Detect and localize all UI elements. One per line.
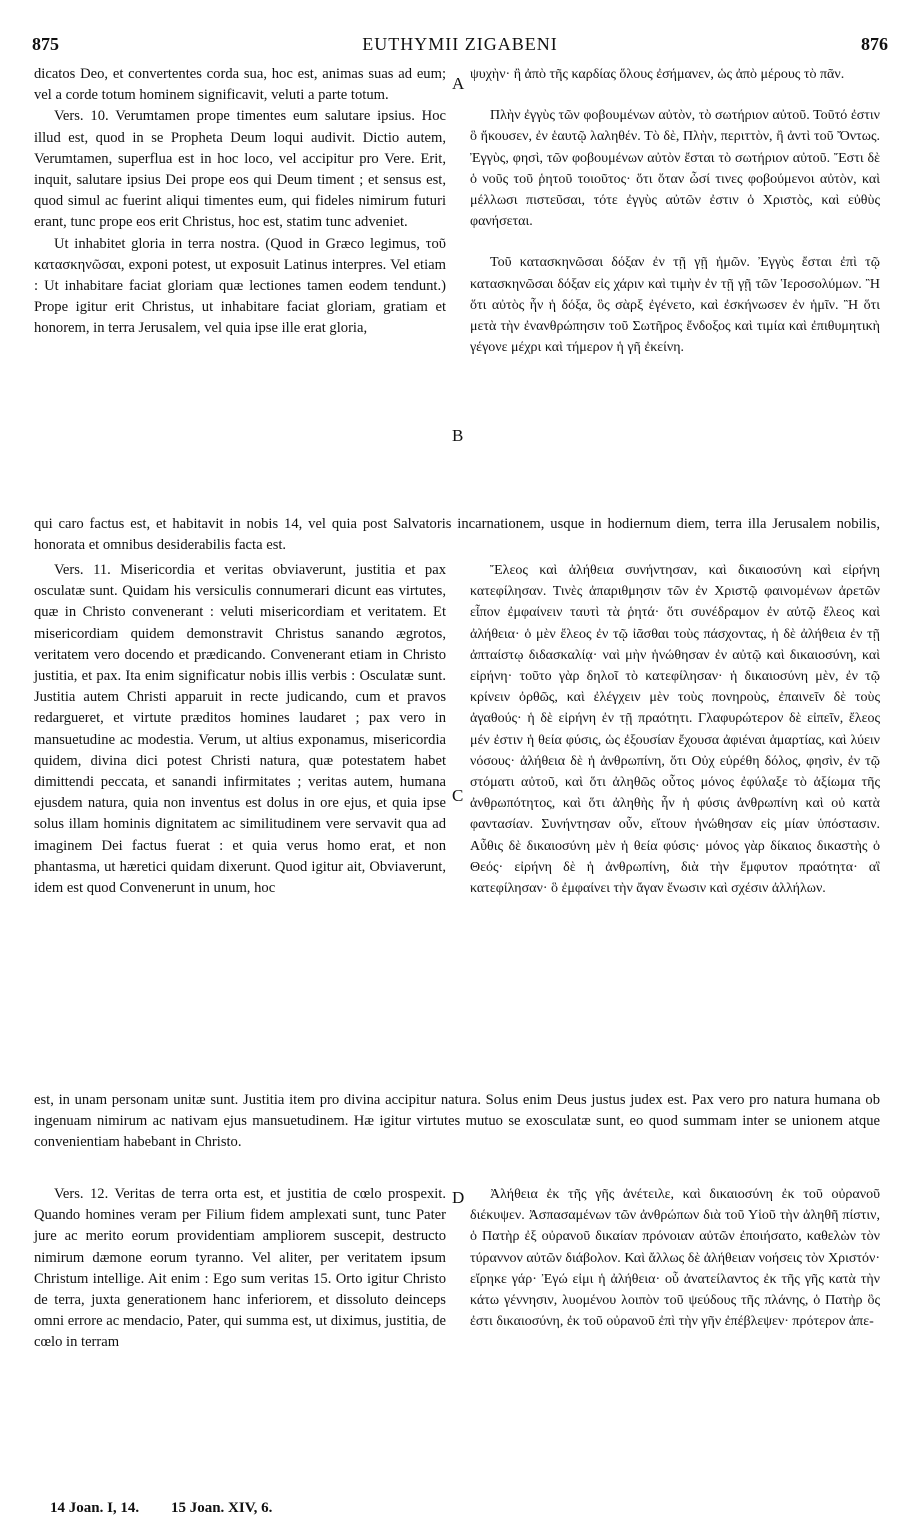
greek-column-2 — [470, 560, 880, 899]
full-width-span-2: est, in unam personam unitæ sunt. Justitia item pro divina accipitur natura. Solus enim Deus justus judex est. Pax vero pro natura humana ob ingenuam nimirum ac nativam ejus mansuetudinem. Hæ igitur virtutes mutuo se exosculatæ sunt, eo quod summam inter se unionem atque convenientiam habebant in Christo. — [34, 1092, 880, 1151]
footnote-15: 15 Joan. XIV, 6. — [170, 1500, 273, 1516]
greek-paragraph-1: ψυχὴν· ἢ ἀπὸ τῆς καρδίας ὅλους ἐσήμανεν, ὡς ἀπὸ μέρους τὸ πᾶν. — [470, 67, 845, 82]
page-header — [32, 34, 888, 56]
footnote-14: 14 Joan. I, 14. — [50, 1500, 140, 1516]
section-marker-c: C — [452, 786, 464, 805]
section-marker-a: A — [452, 74, 465, 93]
greek-paragraph-4: Ἔλεος καὶ ἀλήθεια συνήντησαν, καὶ δικαιοσύνη καὶ εἰρήνη κατεφίλησαν. Τινὲς ἀπαριθμησιν τῶν ἐν Χριστῷ φαινομένων ἀρετῶν εἶπον ἐμφαίνειν ταυτὶ τὰ ῥητά· ὅτι συνέδραμον ἐν αὐτῷ ἔλεος καὶ ἀλήθεια· ὁ μὲν ἔλεος ἐν τῷ ἰᾶσθαι τοὺς πάσχοντας, ἡ δὲ ἀλήθεια ἐν τῇ ἀπταίστῳ διδασκαλίᾳ· ναὶ μὴν ἡνώθησαν ἐν αὐτῷ καὶ δικαιοσύνη, καὶ εἰρήνη· τοῦτο γὰρ δηλοῖ τὸ κατεφίλησαν· ἡ δικαιοσύνη μὲν, ἐν τῷ κρίνειν ὀρθῶς, καὶ ἐλέγχειν μὲν τοὺς πονηροὺς, ἐπαινεῖν δὲ τοὺς ἀγαθούς· ἡ δὲ εἰρήνη ἐν τῇ πραότητι. Γλαφυρώτερον δὲ εἰπεῖν, ἔλεος μέν ἐστιν ἡ θεία φύσις, ὡς ἐξουσίαν ἔχουσα ἀφιέναι ἁμαρτίας, καὶ λύειν νόσους· ἀλήθεια δὲ ἡ ἀνθρωπίνη, ὅτι Οὐχ εὑρέθη δόλος, φησὶν, ἐν τῷ στόματι αὐτοῦ, καὶ ὅτι ἀληθῶς οὗτος μόνος ἐφύλαξε τὸ ἀξίωμα τῆς ἀνθρωπότητος, καὶ ὅτι ἀληθὴς ἦν ἡ φύσις ἀνθρωπίνη καὶ οὐ κατὰ φαντασίαν. Συνήντησαν οὖν, εἴτουν ἡνώθησαν εἰς μίαν ὑπόστασιν. Αὖθις δὲ δικαιοσύνη μὲν ἡ θεία φύσις· μόνος γὰρ δίκαιος δικαστὴς ὁ Θεός· εἰρήνη δὲ ἡ ἀνθρωπίνη, διὰ τὴν ἔμφυτον πραότητα· αἳ κατεφίλησαν· ὃ ἐμφαίνει τὴν ἄγαν ἕνωσιν καὶ σχέσιν ἀλλήλων. — [470, 563, 880, 897]
latin-column-1 — [34, 64, 446, 340]
footnotes — [50, 1500, 300, 1517]
latin-paragraph-2: Vers. 10. Verumtamen prope timentes eum salutare ipsius. Hoc illud est, quod in se Propheta Deum loqui audivit. Dictio autem, Verumtamen, superflua est in hoc loco, vel accipitur pro Vere. Erit, inquit, salutare ipsius Dei prope eos qui Deum timent ; et sensus est, quod simul ac fuerint aliqui timentes eum, qui fideles nimirum futuri erant, tunc prope eos erit Christus, hoc est, statim tunc adveniet. — [34, 108, 446, 231]
latin-paragraph-4: Vers. 11. Misericordia et veritas obviaverunt, justitia et pax osculatæ sunt. Quidam his versiculis connumerari dicunt eas virtutes, quæ in Christo convenerant : veluti misericordiam et veritatem. Et misericordiam quidem demonstravit Christus sanando ægrotos, veritatem vero docendo et prædicando. Convenerant etiam in Christo justitia, et pax. Ita enim significatur nobis illis verbis : Osculatæ sunt. Justitia autem Christi apparuit in recte judicando, cum et pravos redargueret, et virtute præditos homines laudaret ; pax vero in mansuetudine ac modestia. Verum, ut altius exponamus, misericordia quidem, divina dici potest Christi natura, quæ potestatem habet dimittendi peccata, et sanandi infirmitates ; veritas autem, humana ejusdem natura, quia non inventus est dolus in ore ejus, et quia ipse solus illam hominis dignitatem ac similitudinem vere servavit qua ad imaginem Dei factus fuerat : et quia verus homo erat, et non phantasma, ut hæretici quidam dixerunt. Quod igitur ait, Obviaverunt, idem est quod Convenerunt in unum, hoc — [34, 562, 446, 897]
running-title: EUTHYMII ZIGABENI — [362, 34, 558, 54]
greek-paragraph-2: Πλὴν ἐγγὺς τῶν φοβουμένων αὐτὸν, τὸ σωτήριον αὐτοῦ. Τοῦτό ἐστιν ὃ ἤκουσεν, ἐν ἑαυτῷ λαληθέν. Τὸ δὲ, Πλὴν, περιττὸν, ἢ ἀντὶ τοῦ Ὄντως. Ἐγγὺς, φησὶ, τῶν φοβουμένων αὐτὸν ἔσται τὸ σωτήριον αὐτοῦ. Ἔστι δὲ ὁ νοῦς τοῦ ῥητοῦ τοιοῦτος· ὅτι ὅταν ὦσί τινες φοβούμενοι αὐτὸν, καὶ μέλλωσι πιστεῦσαι, τότε ἐγγὺς αὐτῶν ἐστιν ὁ Χριστὸς, καὶ εὐθὺς φανήσεται. — [470, 108, 880, 230]
latin-column-2 — [34, 560, 446, 899]
page-number-left: 875 — [32, 34, 59, 54]
greek-paragraph-5: Ἀλήθεια ἐκ τῆς γῆς ἀνέτειλε, καὶ δικαιοσύνη ἐκ τοῦ οὐρανοῦ διέκυψεν. Ἀσπασαμένων τῶν ἀνθρώπων διὰ τοῦ Υἱοῦ τὴν ἀληθῆ πίστιν, ὁ Πατὴρ ἐξ οὐρανοῦ δικαίαν πρόνοιαν αὐτῶν ἐποιήσατο, καθελὼν τὸν τύραννον αὐτῶν διάβολον. Καὶ ἄλλως δὲ ἀλήθειαν νοήσεις τὸν Χριστόν· εἴρηκε γάρ· Ἐγώ εἰμι ἡ ἀλήθεια· οὗ ἀνατείλαντος ἐκ τῆς γῆς κατὰ τὴν κάτω γέννησιν, λυομένου λοιπὸν τοῦ ψεύδους τῆς πλάνης, ὁ Πατὴρ ὃς ἐστι δικαιοσύνη, ἐκ τοῦ οὐρανοῦ ἐπὶ τὴν γῆν ἐπέβλεψεν· πρότερον ἀπε- — [470, 1187, 880, 1330]
section-marker-b: B — [452, 426, 464, 445]
section-marker-d: D — [452, 1188, 465, 1207]
latin-column-3 — [34, 1184, 446, 1354]
latin-paragraph-5: Vers. 12. Veritas de terra orta est, et justitia de cœlo prospexit. Quando homines veram per Filium fidem amplexati sunt, tunc Pater jure ac merito eorum providentiam ampliorem suscepit, destructo nimirum dæmone eorum tyranno. Vel aliter, per veritatem ipsum Christum intellige. Ait enim : Ego sum veritas 15. Orto igitur Christo de terra, juxta generationem hanc inferiorem, et dissoluto deinceps omni errore ac mendacio, Pater, qui summa est, ut diximus, justitia, de cœlo in terram — [34, 1186, 446, 1351]
page-number-right: 876 — [861, 34, 888, 54]
full-width-span-1: qui caro factus est, et habitavit in nobis 14, vel quia post Salvatoris incarnationem, usque in hodiernum diem, terra illa Jerusalem nobilis, honorata et omnibus desiderabilis facta est. — [34, 516, 880, 554]
greek-paragraph-3: Τοῦ κατασκηνῶσαι δόξαν ἐν τῇ γῇ ἡμῶν. Ἐγγὺς ἔσται ἐπὶ τῷ κατασκηνῶσαι δόξαν εἰς χάριν καὶ τιμὴν ἐν τῇ γῇ τῶν Ἱεροσολύμων. Ἢ ὅτι αὐτὸς ἦν ἡ δόξα, ὃς σὰρξ ἐγένετο, καὶ ἐσκήνωσεν ἐν ἡμῖν. Ἢ ὅτι μετὰ τὴν ἐνανθρώπησιν τοῦ Σωτῆρος ἔνδοξος καὶ τιμία καὶ ἐπιθυμητικὴ γέγονε μέχρι καὶ τήμερον ἡ γῆ ἐκείνη. — [470, 255, 880, 356]
greek-column-3 — [470, 1184, 880, 1332]
latin-paragraph-3: Ut inhabitet gloria in terra nostra. (Quod in Græco legimus, τοῦ κατασκηνῶσαι, exponi potest, ut exposuit Latinus interpres. Vel etiam : Ut inhabitare faciat gloriam quæ lectiones tamen eodem tendunt.) Prope igitur erit Christus, ut inhabitare faciat gloriam, gratiam et honorem, in terra Jerusalem, vel quia ipse ille erat gloria, — [34, 235, 446, 337]
greek-column-1 — [470, 64, 880, 358]
latin-paragraph-1: dicatos Deo, et convertentes corda sua, hoc est, animas suas ad eum; vel a corde totum hominem significavit, veluti a parte totum. — [34, 66, 446, 104]
